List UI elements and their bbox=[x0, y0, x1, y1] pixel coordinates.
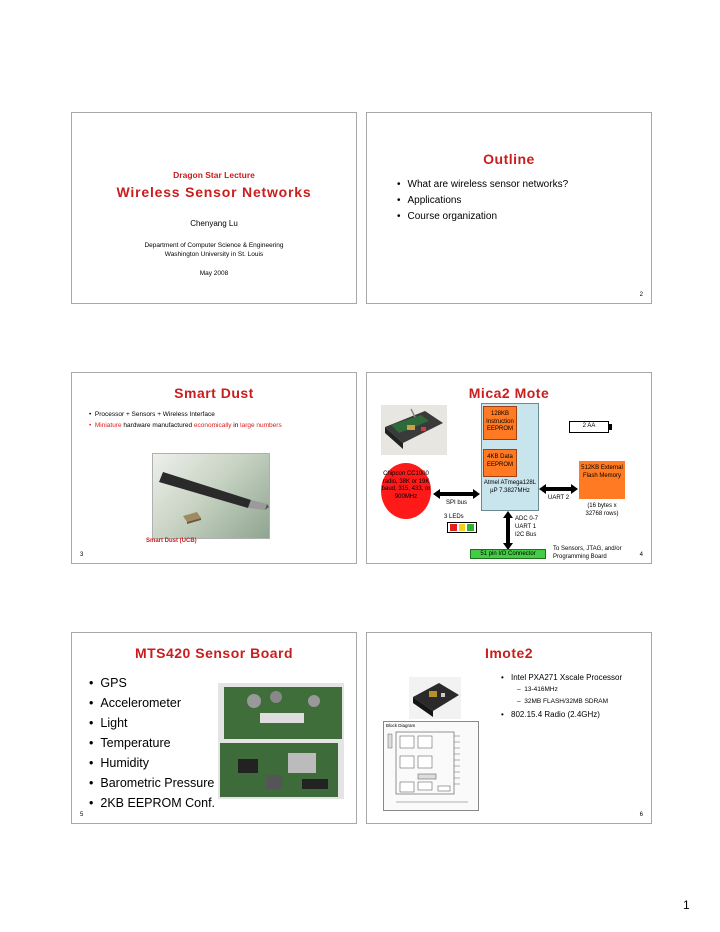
slide-title bbox=[71, 112, 357, 304]
slide-title-smart-dust: Smart Dust bbox=[174, 385, 254, 401]
external-flash-block: 512KB External Flash Memory bbox=[579, 461, 625, 499]
bullet-miniature: • Miniature hardware manufactured economically in large numbers bbox=[89, 422, 282, 429]
smart-dust-photo bbox=[152, 453, 270, 539]
lecture-label: Dragon Star Lecture bbox=[173, 170, 255, 180]
bullet-radio: • 802.15.4 Radio (2.4GHz) bbox=[501, 710, 600, 719]
slide-smart-dust bbox=[71, 372, 357, 564]
department: Department of Computer Science & Engineering bbox=[144, 242, 284, 249]
date: May 2008 bbox=[199, 270, 229, 277]
slide-mica2 bbox=[366, 372, 652, 564]
page-number: 6 bbox=[639, 812, 643, 818]
block-diagram bbox=[383, 721, 479, 811]
bullet-item: • Course organization bbox=[397, 209, 568, 225]
imote2-specs bbox=[501, 673, 647, 720]
slide-title-mts420: MTS420 Sensor Board bbox=[134, 645, 294, 661]
outline-bullets bbox=[397, 177, 568, 225]
io-connector-block: 51 pin I/O Connector bbox=[470, 549, 546, 559]
bullet-item: • Barometric Pressure bbox=[89, 773, 215, 793]
sensor-board-photo bbox=[218, 683, 344, 799]
bullet-processor: • Processor + Sensors + Wireless Interface bbox=[89, 411, 215, 418]
page-number: 2 bbox=[639, 292, 643, 298]
author-name: Chenyang Lu bbox=[190, 219, 238, 228]
sensor-bullets bbox=[89, 673, 215, 813]
i2c-bus-label: I2C Bus bbox=[515, 532, 537, 538]
slide-title-imote2: Imote2 bbox=[484, 645, 534, 661]
spi-bus-label: SPI bus bbox=[446, 500, 468, 506]
bullet-item: • Accelerometer bbox=[89, 693, 215, 713]
page-number: 5 bbox=[80, 812, 84, 818]
page-number: 3 bbox=[80, 552, 84, 558]
leds-label: 3 LEDs bbox=[444, 514, 464, 520]
photo-caption: Smart Dust (UCB) bbox=[146, 538, 197, 544]
slide-outline bbox=[366, 112, 652, 304]
chipcon-radio-block: Chipcon CC1000 radio, 38K or 19K baud, 315, 433, or 900MHz bbox=[381, 463, 431, 519]
battery-label: 2 AA bbox=[582, 423, 596, 430]
led-indicators bbox=[447, 522, 477, 533]
bullet-item: • What are wireless sensor networks? bbox=[397, 177, 568, 193]
handout-page-number: 1 bbox=[683, 898, 690, 912]
bullet-processor: • Intel PXA271 Xscale Processor bbox=[501, 673, 623, 682]
bullet-item: • 2KB EEPROM Conf. bbox=[89, 793, 215, 813]
bullet-item: • Applications bbox=[397, 193, 568, 209]
cpu-label: Atmel ATmega128L µP 7.3827MHz bbox=[483, 480, 537, 494]
pen-and-chip-image bbox=[153, 454, 269, 538]
bullet-item: • Light bbox=[89, 713, 215, 733]
adc-label: ADC 0-7 bbox=[515, 516, 539, 522]
slide-title-outline: Outline bbox=[483, 151, 535, 167]
yellow-led-icon bbox=[459, 524, 466, 531]
bus-arrows bbox=[367, 373, 653, 565]
bullet-item: • GPS bbox=[89, 673, 215, 693]
green-led-icon bbox=[467, 524, 474, 531]
page-number: 4 bbox=[639, 552, 643, 558]
data-eeprom-block: 4KB Data EEPROM bbox=[483, 449, 517, 477]
instruction-eeprom-block: 128KB Instruction EEPROM bbox=[483, 406, 517, 440]
sub-bullet-clock: – 13-416MHz bbox=[517, 686, 558, 693]
slide-title-mica2: Mica2 Mote bbox=[468, 385, 550, 401]
slide-imote2 bbox=[366, 632, 652, 824]
pcb-image bbox=[218, 683, 344, 799]
to-sensors-note: To Sensors, JTAG, and/or Programming Board bbox=[553, 546, 622, 560]
bullet-item: • Humidity bbox=[89, 753, 215, 773]
flash-organization: (16 bytes x 32768 rows) bbox=[585, 503, 619, 517]
uart2-label: UART 2 bbox=[548, 495, 570, 501]
sub-bullet-memory: – 32MB FLASH/32MB SDRAM bbox=[517, 698, 609, 705]
diagram-title: Block Diagram bbox=[386, 723, 416, 728]
imote2-photo bbox=[409, 677, 461, 719]
block-diagram-graphic bbox=[384, 722, 480, 812]
bullet-item: • Temperature bbox=[89, 733, 215, 753]
university: Washington University in St. Louis bbox=[164, 251, 264, 258]
slide-mts420 bbox=[71, 632, 357, 824]
red-led-icon bbox=[450, 524, 457, 531]
uart1-label: UART 1 bbox=[515, 524, 537, 530]
imote2-board-image bbox=[409, 677, 461, 719]
presentation-title: Wireless Sensor Networks bbox=[116, 184, 312, 200]
